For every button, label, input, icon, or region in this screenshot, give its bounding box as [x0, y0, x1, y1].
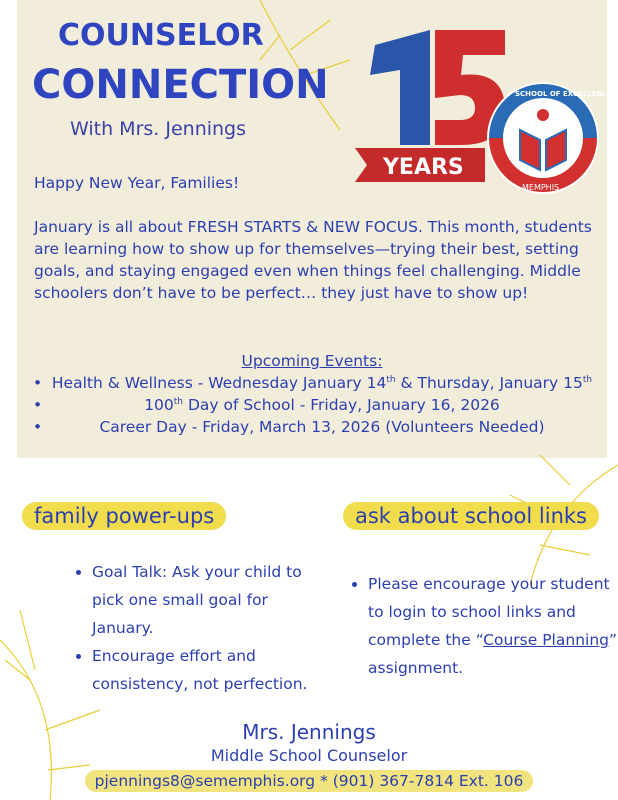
- svg-text:YEARS: YEARS: [383, 155, 464, 180]
- event-item: • Career Day - Friday, March 13, 2026 (Volunteers Needed): [17, 416, 607, 438]
- signature-name: Mrs. Jennings: [242, 720, 376, 744]
- family-power-ups-heading: family power-ups: [22, 502, 226, 530]
- school-links-list: [348, 570, 618, 682]
- event-item: • Health & Wellness - Wednesday January 14th & Thursday, January 15th: [17, 372, 607, 394]
- subtitle: With Mrs. Jennings: [70, 118, 247, 140]
- svg-text:SCHOOL OF EXCELLENCE: SCHOOL OF EXCELLENCE: [515, 90, 605, 98]
- event-item: • 100th Day of School - Friday, January 16, 2026: [17, 394, 607, 416]
- svg-text:MEMPHIS: MEMPHIS: [522, 183, 560, 192]
- school-links-heading: ask about school links: [343, 502, 599, 530]
- list-item: • Please encourage your student to login to school links and complete the “Course Planning” assignment.: [368, 570, 618, 682]
- course-planning-link[interactable]: Course Planning: [483, 631, 609, 649]
- title-line-2: CONNECTION: [32, 62, 329, 108]
- upcoming-events: [17, 350, 607, 438]
- intro-paragraph: January is all about FRESH STARTS & NEW FOCUS. This month, students are learning how to show up for themselves—trying their best, setting goals, and staying engaged even when things feel challenging. Middle schoolers don’t have to be perfect… they just have to show up!: [34, 218, 592, 302]
- signature-role: Middle School Counselor: [210, 746, 408, 765]
- logo-one: [370, 30, 430, 145]
- events-heading: Upcoming Events:: [241, 352, 383, 370]
- family-power-ups-list: [72, 558, 332, 698]
- school-15-years-logo: [355, 20, 605, 195]
- greeting: Happy New Year, Families!: [34, 174, 240, 192]
- contact-info: pjennings8@sememphis.org * (901) 367-7814 Ext. 106: [85, 770, 534, 792]
- list-item: • Goal Talk: Ask your child to pick one small goal for January.: [92, 558, 332, 642]
- list-item: • Encourage effort and consistency, not perfection.: [92, 642, 332, 698]
- title-line-1: COUNSELOR: [58, 18, 264, 53]
